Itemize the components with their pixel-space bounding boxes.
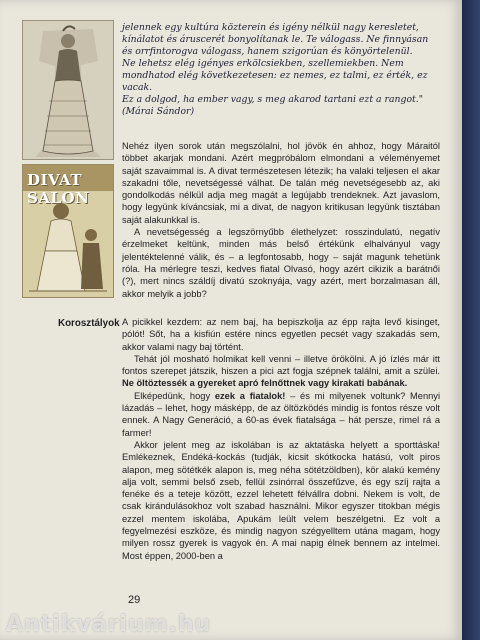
quote-attribution: (Márai Sándor) [122, 106, 195, 117]
marai-quote [122, 22, 440, 118]
divat-salon-banner: DIVAT SALON [27, 171, 90, 207]
body-text: Tehát jól mosható holmikat kell venni – illetve örökölni. A jó ízlés már itt fontos szerepet játszik, hiszen a pici azt fogja szépnek találni, amit a szülei. [122, 353, 440, 377]
antikvarium-watermark: Antikvárium.hu [6, 612, 212, 637]
quote-line: és orrfintorogva válogass, hanem szigorúan és könyörtelenül. [122, 46, 413, 57]
body-paragraph: Nehéz ilyen sorok után megszólalni, hol jövök én ahhoz, hogy Máraitól többet akarjak mondani. Azért megpróbálom elmondani a véleményemet saját szavaimmal is. A divat természetesen létezik; ha valaki teljesen el akar szakadni tőle, nevetségessé válhat. De talán még nevetségesebb az, aki gondolkodás nélkül adja meg magát a legújabb trendeknek. Azt javaslom, hogy legyünk kíváncsiak, mi a divat, de nagyon kritikusan legyünk tisztában saját alakunkkal is. [122, 141, 440, 225]
bold-emphasis: Ne öltöztessék a gyereket apró felnőttnek vagy kirakati babának. [122, 378, 408, 389]
quote-line: vacak. [122, 82, 153, 93]
intro-section [122, 140, 440, 300]
body-paragraph: Akkor jelent meg az iskolában is az aktatáska helyett a sporttáska! Emlékeznek, Endéká-kockás (tudják, kicsit skótkocka hatású, volt piros alapon, meg sötétkék alapon is, meg néha sötétzöldben), kör alakú kemény alja volt, semmi belső zseb, fellül zsinórral összefűzve, és egy szíj rajta a fenéke és a teteje között, ezzel lehetett félvállra dobni. Nekem is volt, de csak kirándulásokhoz volt szabad használni. Mikor egyszer titokban mégis ezzel mentem iskolába, Apukám leült velem beszélgetni. Ez volt a fegyelmezési eszköze, és mindig nagyon szégyelltem utána magam, hogy milyen rossz gyerek is vagyok én. A mai napig élnek bennem az intelmei. Most éppen, 2000-ben a [122, 439, 440, 561]
korosztalyok-section [122, 316, 440, 562]
body-paragraph: A picikkel kezdem: az nem baj, ha bepiszkolja az épp rajta levő kisinget, pólót! Sőt, ha a kisfiún estére nincs egyetlen pecsét vagy szakadás sem, akkor valami nagy baj történt. [122, 317, 440, 352]
quote-line: jelennek egy kultúra közterein és igény nélkül nagy keresletet, [122, 22, 419, 33]
victorian-lady-illustration [22, 20, 114, 160]
body-paragraph [122, 390, 440, 439]
quote-line: mondhatod elég következetesen: ez nemes, ez talmi, ez érték, ez [122, 70, 428, 81]
quote-line: Ez a dolgod, ha ember vagy, s meg akarod tartani ezt a rangot." [122, 94, 424, 105]
page-number: 29 [128, 594, 141, 606]
victorian-lady-drawing [23, 21, 113, 159]
body-text: – és mi milyenek voltunk? Mennyi lázadás – lehet, hogy másképp, de az öltözködés mindig is fontos része volt ennek. A Nagy Generáció, a 60-as évek fiatalsága – hát persze, rimel rá a farmer! [122, 390, 441, 438]
body-paragraph: A nevetségesség a legszörnyűbb élethelyzet: rosszindulatú, negatív érzelmeket keltünk, minden más belső értékünk elhalványul vagy jelentéktelenné válik, és – a legfontosabb, hogy – saját magunk tehetünk róla. Ha mérlegre teszi, kedves fiatal Olvasó, hogy azért cikizik a barátnői (?), mert nincs száldíj divatú szoknyája, vagy azért, mert borzalmasan áll, akkor melyik a jobb? [122, 227, 440, 299]
body-text: Elképedünk, hogy [134, 390, 215, 401]
quote-line: kínálatot és áruscerét bonyolítanak le. Te válogass. Ne finnyásan [122, 34, 429, 45]
body-paragraph [122, 353, 440, 390]
book-cover-edge [462, 0, 480, 640]
divat-salon-illustration [22, 164, 114, 298]
bold-emphasis: ezek a fiatalok! [214, 390, 286, 401]
section-heading-korosztalyok: Korosztályok [58, 318, 120, 329]
quote-line: Ne lehetsz elég igényes erkölcsiekben, szellemiekben. Nem [122, 58, 404, 69]
